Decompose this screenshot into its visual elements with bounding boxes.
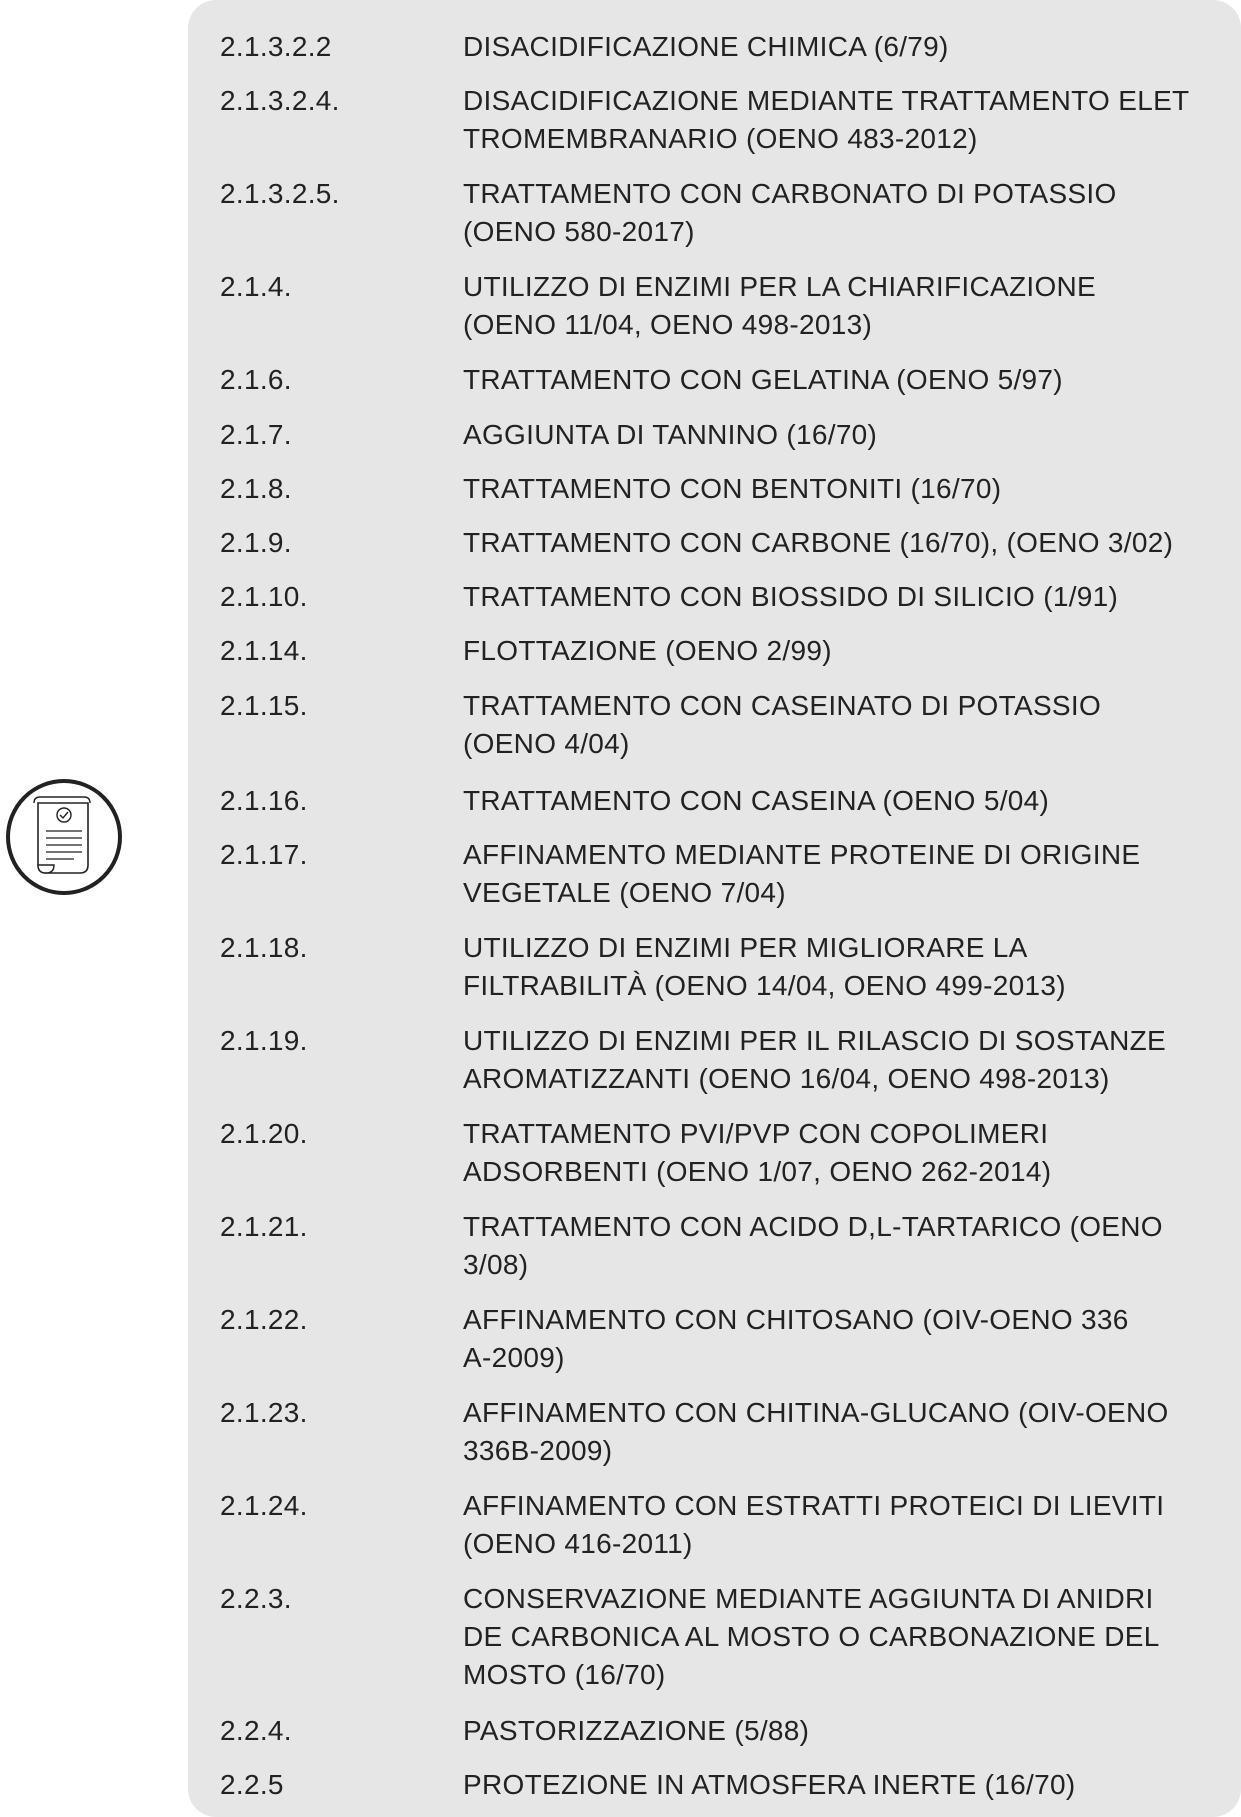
item-code: 2.1.15. <box>220 690 308 721</box>
item-description-line: AROMATIZZANTI (OENO 16/04, OENO 498-2013) <box>463 1063 1110 1094</box>
item-description-line: DISACIDIFICAZIONE CHIMICA (6/79) <box>463 31 949 62</box>
item-description-line: AFFINAMENTO MEDIANTE PROTEINE DI ORIGINE <box>463 839 1141 870</box>
item-code: 2.1.3.2.4. <box>220 85 340 116</box>
item-description <box>463 632 1223 670</box>
item-code: 2.1.3.2.5. <box>220 178 340 209</box>
item-description-line: TRATTAMENTO CON CASEINATO DI POTASSIO <box>463 690 1102 721</box>
item-description <box>463 1766 1223 1804</box>
item-description-line: 336B-2009) <box>463 1435 613 1466</box>
item-code: 2.1.7. <box>220 419 292 450</box>
item-description <box>463 1301 1223 1377</box>
item-description-line: DISACIDIFICAZIONE MEDIANTE TRATTAMENTO ELET <box>463 85 1190 116</box>
item-description-line: TRATTAMENTO CON BIOSSIDO DI SILICIO (1/91) <box>463 581 1119 612</box>
item-description <box>463 687 1223 763</box>
item-description <box>463 578 1223 616</box>
item-description-line: CONSERVAZIONE MEDIANTE AGGIUNTA DI ANIDRI <box>463 1583 1154 1614</box>
item-code: 2.1.4. <box>220 271 292 302</box>
item-description-line: PROTEZIONE IN ATMOSFERA INERTE (16/70) <box>463 1769 1076 1800</box>
item-description-line: (OENO 416-2011) <box>463 1528 693 1559</box>
item-description-line: DE CARBONICA AL MOSTO O CARBONAZIONE DEL <box>463 1621 1160 1652</box>
item-code: 2.1.16. <box>220 785 308 816</box>
item-code: 2.1.9. <box>220 527 292 558</box>
item-description-line: AFFINAMENTO CON CHITOSANO (OIV-OENO 336 <box>463 1304 1129 1335</box>
treatments-list-panel <box>188 0 1241 1817</box>
item-description <box>463 361 1223 399</box>
item-description-line: PASTORIZZAZIONE (5/88) <box>463 1715 810 1746</box>
item-description <box>463 470 1223 508</box>
item-code: 2.1.14. <box>220 635 308 666</box>
item-description-line: UTILIZZO DI ENZIMI PER IL RILASCIO DI SOSTANZE <box>463 1025 1166 1056</box>
item-description-line: ADSORBENTI (OENO 1/07, OENO 262-2014) <box>463 1156 1052 1187</box>
item-description-line: TRATTAMENTO CON CARBONATO DI POTASSIO <box>463 178 1117 209</box>
item-code: 2.1.10. <box>220 581 308 612</box>
item-code: 2.1.23. <box>220 1397 308 1428</box>
item-description-line: (OENO 4/04) <box>463 728 630 759</box>
item-description <box>463 1022 1223 1098</box>
item-code: 2.1.21. <box>220 1211 308 1242</box>
item-description <box>463 1208 1223 1284</box>
item-code: 2.1.6. <box>220 364 292 395</box>
item-description-line: AFFINAMENTO CON ESTRATTI PROTEICI DI LIEVITI <box>463 1490 1165 1521</box>
item-description-line: MOSTO (16/70) <box>463 1659 666 1690</box>
item-description <box>463 1115 1223 1191</box>
item-description-line: TRATTAMENTO PVI/PVP CON COPOLIMERI <box>463 1118 1049 1149</box>
document-certificate-icon <box>4 777 124 897</box>
item-description <box>463 416 1223 454</box>
item-description-line: UTILIZZO DI ENZIMI PER LA CHIARIFICAZIONE <box>463 271 1097 302</box>
item-description-line: AFFINAMENTO CON CHITINA-GLUCANO (OIV-OENO <box>463 1397 1169 1428</box>
item-description-line: UTILIZZO DI ENZIMI PER MIGLIORARE LA <box>463 932 1028 963</box>
item-description-line: A-2009) <box>463 1342 565 1373</box>
item-code: 2.1.24. <box>220 1490 308 1521</box>
item-description <box>463 82 1223 158</box>
item-code: 2.1.17. <box>220 839 308 870</box>
item-description-line: (OENO 580-2017) <box>463 216 695 247</box>
item-description-line: FILTRABILITÀ (OENO 14/04, OENO 499-2013) <box>463 970 1066 1001</box>
item-description-line: TROMEMBRANARIO (OENO 483-2012) <box>463 123 978 154</box>
item-description <box>463 28 1223 66</box>
item-description-line: TRATTAMENTO CON GELATINA (OENO 5/97) <box>463 364 1063 395</box>
item-description <box>463 268 1223 344</box>
item-description <box>463 1580 1223 1694</box>
item-description-line: TRATTAMENTO CON BENTONITI (16/70) <box>463 473 1002 504</box>
item-description-line: (OENO 11/04, OENO 498-2013) <box>463 309 873 340</box>
item-description <box>463 782 1223 820</box>
item-description <box>463 836 1223 912</box>
item-code: 2.1.22. <box>220 1304 308 1335</box>
item-description-line: AGGIUNTA DI TANNINO (16/70) <box>463 419 878 450</box>
item-description <box>463 175 1223 251</box>
item-code: 2.1.3.2.2 <box>220 31 332 62</box>
item-description <box>463 1487 1223 1563</box>
item-code: 2.1.20. <box>220 1118 308 1149</box>
item-description-line: TRATTAMENTO CON CARBONE (16/70), (OENO 3/02) <box>463 527 1174 558</box>
item-description-line: TRATTAMENTO CON ACIDO D,L-TARTARICO (OENO <box>463 1211 1163 1242</box>
item-description <box>463 929 1223 1005</box>
item-description <box>463 524 1223 562</box>
item-description-line: VEGETALE (OENO 7/04) <box>463 877 786 908</box>
item-code: 2.1.18. <box>220 932 308 963</box>
item-description <box>463 1394 1223 1470</box>
item-description-line: TRATTAMENTO CON CASEINA (OENO 5/04) <box>463 785 1050 816</box>
item-code: 2.1.19. <box>220 1025 308 1056</box>
item-description <box>463 1712 1223 1750</box>
item-code: 2.2.5 <box>220 1769 284 1800</box>
item-description-line: FLOTTAZIONE (OENO 2/99) <box>463 635 832 666</box>
item-code: 2.2.3. <box>220 1583 292 1614</box>
item-description-line: 3/08) <box>463 1249 529 1280</box>
item-code: 2.1.8. <box>220 473 292 504</box>
item-code: 2.2.4. <box>220 1715 292 1746</box>
